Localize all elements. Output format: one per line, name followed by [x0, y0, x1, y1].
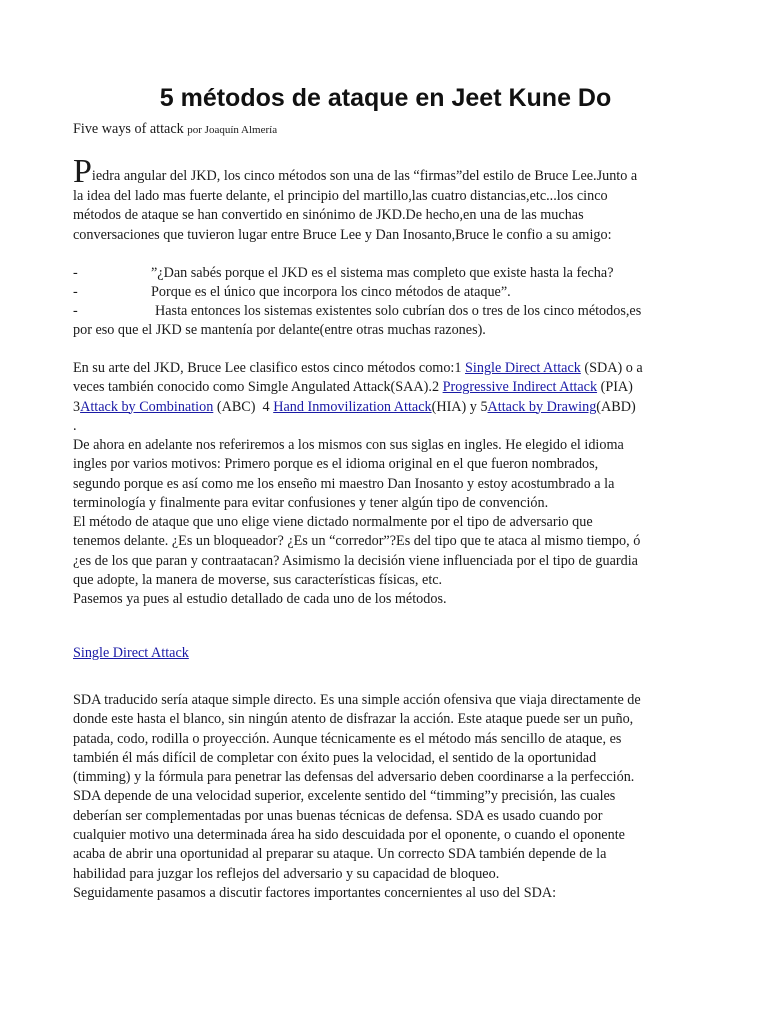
methods-text: (PIA): [597, 379, 633, 396]
sda-line: SDA traducido sería ataque simple directo. Es una simple acción ofensiva que viaja directamente de: [73, 692, 641, 708]
link-sda-heading[interactable]: Single Direct Attack: [73, 645, 189, 661]
methods-text: veces también conocido como Simgle Angulated Attack(SAA).2: [73, 379, 443, 396]
methods-line-1: [73, 359, 698, 378]
methods-text: (ABD): [596, 398, 636, 415]
link-attack-by-combination[interactable]: Attack by Combination: [80, 398, 214, 415]
sda-line: habilidad para juzgar los reflejos del adversario y su capacidad de bloqueo.: [73, 865, 500, 882]
methods-line-3: [73, 398, 698, 417]
dialogue-dash: -: [73, 303, 78, 319]
methods-text: (SDA) o a: [580, 360, 643, 376]
intro-line-1: [73, 153, 698, 190]
methods-text: En su arte del JKD, Bruce Lee clasifico estos cinco métodos como:1: [73, 360, 466, 376]
intro-line-1-text: iedra angular del JKD, los cinco métodos son una de las “firmas”del estilo de Bruce Lee.Junto a: [91, 168, 638, 184]
link-progressive-indirect-attack[interactable]: Progressive Indirect Attack: [442, 379, 598, 396]
siglas-line: tenemos delante. ¿Es un bloqueador? ¿Es un “corredor”?Es del tipo que te ataca al mismo tiempo, ó: [73, 533, 641, 550]
methods-text: 3: [73, 398, 81, 415]
intro-line-3: métodos de ataque se han convertido en sinónimo de JKD.De hecho,en una de las muchas: [73, 207, 584, 224]
dialogue-dash: -: [73, 265, 78, 281]
author-byline: por Joaquín Almería: [187, 124, 278, 136]
siglas-paragraph: [73, 436, 698, 610]
subtitle-text: Five ways of attack: [73, 121, 184, 137]
methods-line-4: .: [73, 417, 77, 434]
sda-line: Seguidamente pasamos a discutir factores importantes concernientes al uso del SDA:: [73, 884, 557, 901]
sda-line: (timming) y la fórmula para penetrar las defensas del adversario deben coordinarse a la perfección.: [73, 769, 635, 786]
siglas-line: De ahora en adelante nos referiremos a los mismos con sus siglas en ingles. He elegido el idioma: [73, 437, 624, 453]
dialogue-continuation: por eso que el JKD se mantenía por delante(entre otras muchas razones).: [73, 322, 486, 338]
link-attack-by-drawing[interactable]: Attack by Drawing: [487, 398, 597, 415]
siglas-line: que adopte, la manera de moverse, sus características físicas, etc.: [73, 572, 443, 589]
page-title: 5 métodos de ataque en Jeet Kune Do: [159, 84, 612, 112]
sda-section-heading: [73, 644, 189, 663]
siglas-line: terminología y finalmente para evitar confusiones y tener algún tipo de convención.: [73, 494, 549, 511]
sda-line: donde este hasta el blanco, sin ningún atento de disfrazar la acción. Este ataque puede ser un puño,: [73, 711, 634, 728]
dialogue-text: ”¿Dan sabés porque el JKD es el sistema mas completo que existe hasta la fecha?: [151, 265, 614, 281]
siglas-line: Pasemos ya pues al estudio detallado de cada uno de los métodos.: [73, 591, 447, 608]
methods-text: (HIA) y 5: [431, 398, 488, 415]
siglas-line: El método de ataque que uno elige viene dictado normalmente por el tipo de adversario que: [73, 514, 593, 531]
dialogue-dash: -: [73, 284, 78, 300]
sda-line: patada, codo, rodilla o proyección. Aunque técnicamente es el método más sencillo de ataque, es: [73, 730, 622, 747]
link-hand-inmovilization-attack[interactable]: Hand Inmovilization Attack: [273, 398, 432, 415]
sda-paragraph: [73, 691, 698, 903]
sda-line: cualquier motivo una determinada área ha sido descuidada por el oponente, o cuando el oponente: [73, 827, 625, 844]
dropcap-letter: P: [73, 153, 92, 190]
siglas-line: ¿es de los que paran y contraatacan? Asimismo la decisión viene influenciada por el tipo de guardia: [73, 552, 638, 569]
subtitle: [73, 120, 277, 139]
methods-line-2: [73, 378, 698, 397]
methods-text: (ABC) 4: [213, 398, 274, 415]
sda-line: también él más difícil de completar con éxito pues la velocidad, el sentido de la oportunidad: [73, 749, 597, 766]
link-single-direct-attack[interactable]: Single Direct Attack: [465, 360, 581, 376]
methods-paragraph: [73, 359, 698, 436]
sda-line: acaba de abrir una oportunidad al preparar su ataque. Un correcto SDA también depende de la: [73, 846, 607, 863]
siglas-line: ingles por varios motivos: Primero porque es el idioma original en el que fueron nombrados,: [73, 456, 599, 473]
sda-line: deberían ser complementadas por unas buenas técnicas de defensa. SDA es usado cuando por: [73, 807, 603, 824]
dialogue-text: Porque es el único que incorpora los cinco métodos de ataque”.: [151, 284, 511, 300]
dialogue-text: Hasta entonces los sistemas existentes solo cubrían dos o tres de los cinco métodos,es: [155, 303, 642, 319]
siglas-line: segundo porque es así como me los enseño mi maestro Dan Inosanto y estoy acostumbrado a la: [73, 475, 615, 492]
intro-line-4: conversaciones que tuvieron lugar entre Bruce Lee y Dan Inosanto,Bruce le confio a su amigo:: [73, 226, 612, 243]
intro-line-2: la idea del lado mas fuerte delante, el principio del martillo,las cuatro distancias,etc...los cinco: [73, 188, 608, 204]
sda-line: SDA depende de una velocidad superior, excelente sentido del “timming”y precisión, las cuales: [73, 788, 616, 805]
intro-paragraph: [73, 153, 698, 245]
